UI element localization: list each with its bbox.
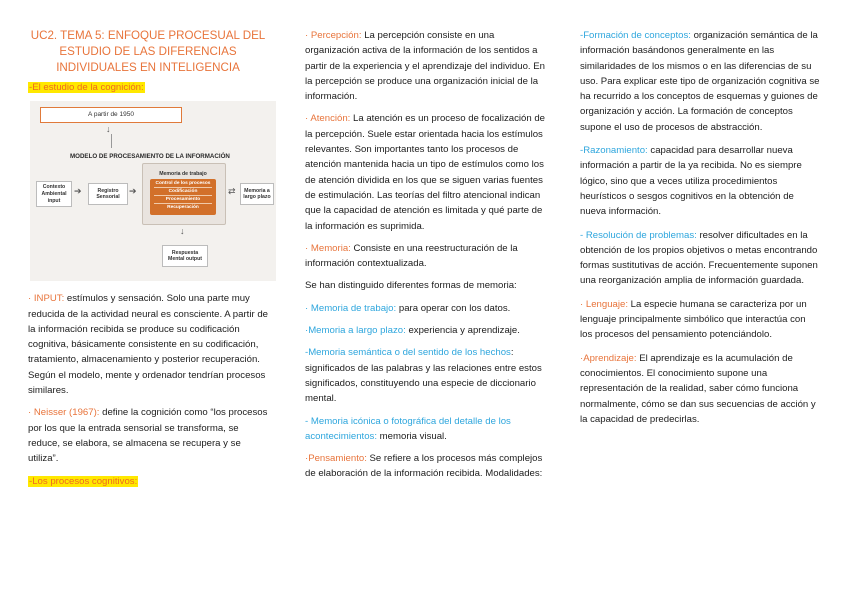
long-term-memory-box: Memoria a largo plazo <box>240 183 274 205</box>
language-paragraph <box>580 297 820 343</box>
highlighted-heading: -Los procesos cognitivos: <box>29 475 138 487</box>
arrow-down-icon: ↓ <box>106 124 111 135</box>
arrow-right-icon: ➔ <box>129 186 137 197</box>
document-title <box>28 28 268 76</box>
memory-paragraph <box>305 241 545 272</box>
long-term-memory-paragraph <box>305 323 545 338</box>
processes-box <box>150 179 216 215</box>
output-box: Respuesta Mental output <box>162 245 208 267</box>
diagram-title: MODELO DE PROCESAMIENTO DE LA INFORMACIÓN <box>70 153 230 161</box>
sensory-register-box: Registro Sensorial <box>88 183 128 205</box>
problem-solving-term: - Resolución de problemas: <box>580 229 697 241</box>
reasoning-paragraph <box>580 143 820 219</box>
long-term-memory-term: ·Memoria a largo plazo: <box>305 325 406 337</box>
column-3 <box>580 28 820 435</box>
reasoning-text: capacidad para desarrollar nueva información a partir de la ya recibida. No es siempre lógico, sino que a veces utiliza procedimientos heurísticos o sesgos cognitivos en la obtención de nueva información. <box>580 145 802 218</box>
problem-solving-text: resolver dificultades en la obtención de los propios objetivos o metas encontrando formas sustitutivas de acción. Frecuentemente suponen una reorganización amplia de información guardada. <box>580 229 818 287</box>
column-2 <box>305 28 545 489</box>
reasoning-term: -Razonamiento: <box>580 145 648 157</box>
semantic-memory-text: : significados de las palabras y las relaciones entre estos significados, constituyendo una especie de diccionario mental. <box>305 347 542 405</box>
neisser-label: · Neisser (1967): <box>28 407 100 419</box>
language-text: La especie humana se caracteriza por un lenguaje principalmente simbólico que interactúa con los procesos del pensamiento potenciándolo. <box>580 298 807 341</box>
column-1 <box>28 28 271 495</box>
control-label: Control de los procesos <box>155 181 211 187</box>
semantic-memory-paragraph <box>305 345 545 406</box>
attention-paragraph <box>305 111 545 233</box>
learning-text: El aprendizaje es la acumulación de conocimientos. El conocimiento supone una representación de la realidad, saber cómo funciona normalmente, cómo se dan sus secuencias de acción y la capacidad de predecirlas. <box>580 352 816 425</box>
retrieval-label: Recuperación <box>167 205 199 211</box>
working-memory-label: Memoria de trabajo <box>159 171 207 178</box>
learning-paragraph <box>580 351 820 427</box>
problem-solving-paragraph <box>580 228 820 289</box>
neisser-text: define la cognición como “los procesos por los que la entrada sensorial se transforma, se reduce, se elabora, se almacena se recupera y se utiliza”. <box>28 407 268 465</box>
attention-text: La atención es un proceso de focalización de la percepción. Suele estar orientada hacia los estímulos relevantes. Son importantes tanto los procesos de atención mantenida hacia un tipo de estímulos como los de atención dividida en los que se siguen varias fuentes de estimulación. Las teorías del filtro atencional indican que la capacidad de atención es limitada y qué parte de la información es suprimida. <box>305 113 546 232</box>
highlighted-heading: -El estudio de la cognición: <box>29 82 144 93</box>
input-paragraph <box>28 291 268 398</box>
perception-text: La percepción consiste en una organización activa de la información de los sentidos a partir de la experiencia y el aprendizaje del individuo. En la percepción se produce una organización inicial de la información. <box>305 30 545 103</box>
working-memory-paragraph <box>305 301 545 316</box>
processing-label: Procesamiento <box>154 196 212 204</box>
memory-text: Consiste en una reestructuración de la información contextualizada. <box>305 242 518 270</box>
concepts-text: organización semántica de la información basándonos generalmente en las similaridades de los mismos o en las diferencias de su uso. Para explicar este tipo de organización cognitiva se ha recurrido a los conceptos de esquemas y guiones de organización y acción. La formación de conceptos supone el uso de procesos de abstracción. <box>580 30 820 133</box>
processes-heading <box>28 474 268 489</box>
semantic-memory-term: -Memoria semántica o del sentido de los hechos <box>305 347 511 359</box>
information-processing-diagram <box>30 101 276 281</box>
connector-line <box>111 134 112 148</box>
memory-forms-paragraph: Se han distinguido diferentes formas de memoria: <box>305 280 517 292</box>
perception-paragraph <box>305 28 545 104</box>
memory-label: · Memoria: <box>305 242 351 254</box>
thinking-label: ·Pensamiento: <box>305 453 367 465</box>
iconic-memory-text: memoria visual. <box>377 430 447 442</box>
perception-label: · Percepción: <box>305 30 362 41</box>
thinking-paragraph <box>305 451 545 482</box>
long-term-memory-text: experiencia y aprendizaje. <box>405 325 520 337</box>
title-line: ESTUDIO DE LAS DIFERENCIAS <box>59 45 237 58</box>
neisser-paragraph <box>28 405 268 466</box>
thinking-text: Se refiere a los procesos más complejos de elaboración de la información recibida. Modalidades: <box>305 453 543 480</box>
iconic-memory-term: - Memoria icónica o fotográfica del detalle de los acontecimientos: <box>305 415 511 442</box>
input-box: Contexto Ambiental input <box>36 181 72 207</box>
working-memory-term: · Memoria de trabajo: <box>305 302 397 314</box>
input-label: · INPUT: <box>28 293 65 305</box>
encoding-label: Codificación <box>154 188 212 196</box>
title-line: INDIVIDUALES EN INTELIGENCIA <box>56 61 240 74</box>
working-memory-text: para operar con los datos. <box>396 302 511 314</box>
arrow-right-icon: ➔ <box>74 186 82 197</box>
diagram-date-box: A partir de 1950 <box>40 107 182 123</box>
concepts-paragraph <box>580 28 820 135</box>
attention-label: · Atención: <box>305 113 351 125</box>
cognition-heading <box>28 80 268 95</box>
title-line: UC2. TEMA 5: ENFOQUE PROCESUAL DEL <box>30 29 266 42</box>
language-label: · Lenguaje: <box>580 298 629 310</box>
learning-label: ·Aprendizaje: <box>580 352 637 364</box>
arrow-left-icon: ⇄ <box>228 186 236 197</box>
arrow-down-icon: ↓ <box>180 226 185 237</box>
iconic-memory-paragraph <box>305 414 545 445</box>
input-text: estímulos y sensación. Solo una parte muy reducida de la actividad neural es consciente. A partir de la información recibida se produce su codificación cognitiva, básicamente consistente en su codificación, tratamiento, almacenamiento y posterior recuperación. Según el modelo, mente y ordenador tendrían procesos similares. <box>28 293 268 397</box>
concepts-term: -Formación de conceptos: <box>580 30 691 41</box>
